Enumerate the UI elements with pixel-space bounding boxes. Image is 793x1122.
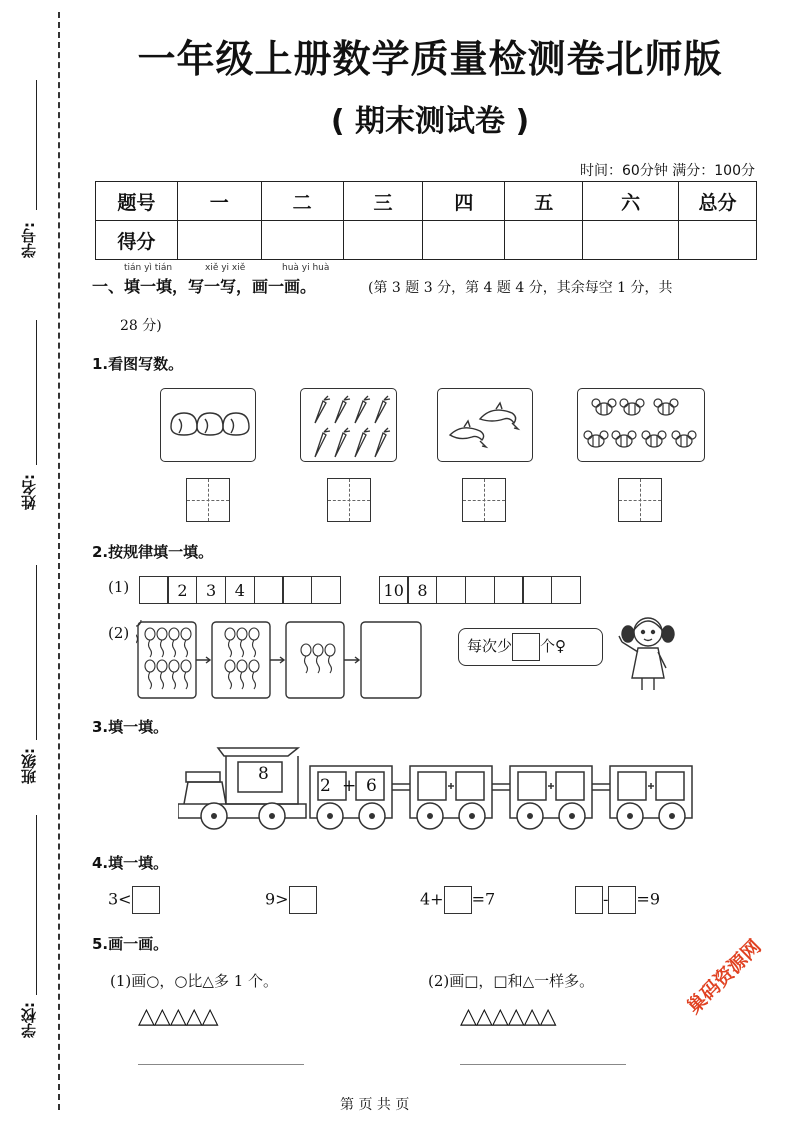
peach-icons (161, 389, 257, 463)
seq-cell[interactable] (522, 576, 552, 604)
train-box (618, 772, 646, 800)
q4-answer-box[interactable] (289, 886, 317, 914)
q1-peaches-box (160, 388, 256, 462)
balloon-frame (286, 622, 344, 698)
q3-label: 3.填一填。 (92, 718, 169, 736)
name-label: 姓名: (20, 474, 38, 510)
bubble-text-pre: 每次少 (467, 637, 513, 655)
q2-part2-label: (2) (108, 624, 130, 642)
pinyin-hua: huà yi huà (282, 263, 330, 273)
carrot-icons (301, 389, 398, 463)
train-box (656, 772, 684, 800)
q4-expr-4 (575, 886, 660, 914)
q1-answer-box[interactable] (186, 478, 230, 522)
score-header-cell: 一 (177, 182, 261, 221)
bubble-text-post: 个 (540, 637, 556, 655)
name-line (36, 320, 37, 465)
q1-answer-box[interactable] (462, 478, 506, 522)
girl-illustration (612, 610, 680, 692)
section-scoring-note-cont: 28 分) (120, 318, 162, 334)
q5-label: 5.画一画。 (92, 935, 169, 953)
q5-triangles-2: △△△△△△ (460, 1004, 556, 1029)
train-addend-a: 2 (320, 776, 331, 796)
q1-answer-box[interactable] (327, 478, 371, 522)
train-box (556, 772, 584, 800)
score-table-header-row (96, 182, 757, 221)
q1-answer-box[interactable] (618, 478, 662, 522)
q2-sequence-1 (140, 576, 341, 604)
score-header-cell: 二 (261, 182, 343, 221)
seq-cell[interactable] (436, 576, 466, 604)
exam-meta: 时间：60分钟 满分：100分 (580, 163, 755, 179)
q2-label: 2.按规律填一填。 (92, 543, 214, 561)
seq-cell: 2 (167, 576, 197, 604)
section-scoring-note: (第 3 题 3 分，第 4 题 4 分，其余每空 1 分，共 (368, 280, 673, 296)
page-title: 一年级上册数学质量检测卷北师版 (137, 37, 723, 81)
score-cell[interactable] (177, 221, 261, 260)
balloon-sequence (136, 620, 426, 700)
q4-expr-3-text: 4+ (420, 889, 444, 909)
q4-expr-2-text: 9> (265, 889, 289, 909)
page-footer: 第 页 共 页 (340, 1097, 410, 1113)
student-id-label: 学号: (20, 222, 38, 258)
bee-icons (578, 389, 706, 463)
q5-triangles-1: △△△△△ (138, 1004, 218, 1029)
q2-part1-label: (1) (108, 578, 130, 596)
pinyin-xie: xiě yi xiě (205, 263, 246, 273)
watermark: 巢码资源网 (682, 935, 766, 1019)
train-illustration (178, 744, 698, 834)
score-cell[interactable] (423, 221, 505, 260)
school-label: 学校: (20, 1002, 38, 1038)
score-header-cell: 三 (343, 182, 423, 221)
section-heading: 一、填一填，写一写，画一画。 (92, 277, 317, 296)
dolphin-icons (438, 389, 534, 463)
seq-cell: 8 (407, 576, 437, 604)
q4-expr-1 (108, 886, 160, 914)
score-cell[interactable] (343, 221, 423, 260)
q4-answer-box[interactable] (444, 886, 472, 914)
q2-sequence-2 (380, 576, 581, 604)
q5-part2-text: (2)画□，□和△一样多。 (428, 972, 595, 990)
q4-expr-4-result: =9 (636, 889, 660, 909)
score-cell[interactable] (679, 221, 757, 260)
score-header-cell: 五 (505, 182, 583, 221)
q4-expr-3-result: =7 (471, 889, 496, 909)
score-header-cell: 四 (423, 182, 505, 221)
q4-answer-box[interactable] (575, 886, 603, 914)
q1-bees-box (577, 388, 705, 462)
q4-answer-box[interactable] (608, 886, 636, 914)
seq-cell[interactable] (494, 576, 524, 604)
q5-draw-line-2[interactable] (460, 1064, 626, 1065)
balloon-frame (361, 622, 421, 698)
train-box (518, 772, 546, 800)
class-label: 班级: (20, 748, 38, 784)
binding-dash-line (58, 12, 60, 1110)
balloon-small-icon: ♀ (555, 637, 567, 655)
q5-part1-text: (1)画○，○比△多 1 个。 (110, 972, 279, 990)
student-id-line (36, 80, 37, 210)
seq-cell: 4 (225, 576, 255, 604)
pinyin-tian: tián yì tián (124, 263, 173, 273)
score-table-score-row (96, 221, 757, 260)
seq-cell[interactable] (311, 576, 341, 604)
score-header-cell: 总分 (679, 182, 757, 221)
q4-expr-1-text: 3< (108, 889, 132, 909)
school-line (36, 815, 37, 995)
page-subtitle: ( 期末测试卷 ) (330, 104, 530, 139)
train-plus: + (342, 776, 357, 796)
train-box (456, 772, 484, 800)
seq-cell[interactable] (254, 576, 284, 604)
q4-answer-box[interactable] (132, 886, 160, 914)
seq-cell[interactable] (139, 576, 169, 604)
q5-draw-line-1[interactable] (138, 1064, 304, 1065)
seq-cell[interactable] (551, 576, 581, 604)
q4-expr-4-minus: - (603, 889, 609, 909)
train-addend-b: 6 (366, 776, 377, 796)
score-header-cell: 题号 (96, 182, 178, 221)
q4-label: 4.填一填。 (92, 854, 169, 872)
q1-label: 1.看图写数。 (92, 355, 184, 373)
score-cell[interactable] (505, 221, 583, 260)
score-header-cell: 六 (583, 182, 679, 221)
q1-carrots-box (300, 388, 397, 462)
speech-bubble (458, 628, 603, 666)
score-cell[interactable] (261, 221, 343, 260)
train-box (418, 772, 446, 800)
score-table (95, 181, 757, 260)
train-top-number: 8 (258, 764, 269, 784)
seq-cell: 10 (379, 576, 409, 604)
score-cell[interactable] (583, 221, 679, 260)
seq-cell[interactable] (282, 576, 312, 604)
seq-cell: 3 (196, 576, 226, 604)
bubble-answer-box[interactable] (512, 633, 540, 661)
class-line (36, 565, 37, 740)
q1-dolphins-box (437, 388, 533, 462)
q4-expr-2 (265, 886, 317, 914)
q4-expr-3 (420, 886, 495, 914)
score-row-label: 得分 (96, 221, 178, 260)
seq-cell[interactable] (465, 576, 495, 604)
